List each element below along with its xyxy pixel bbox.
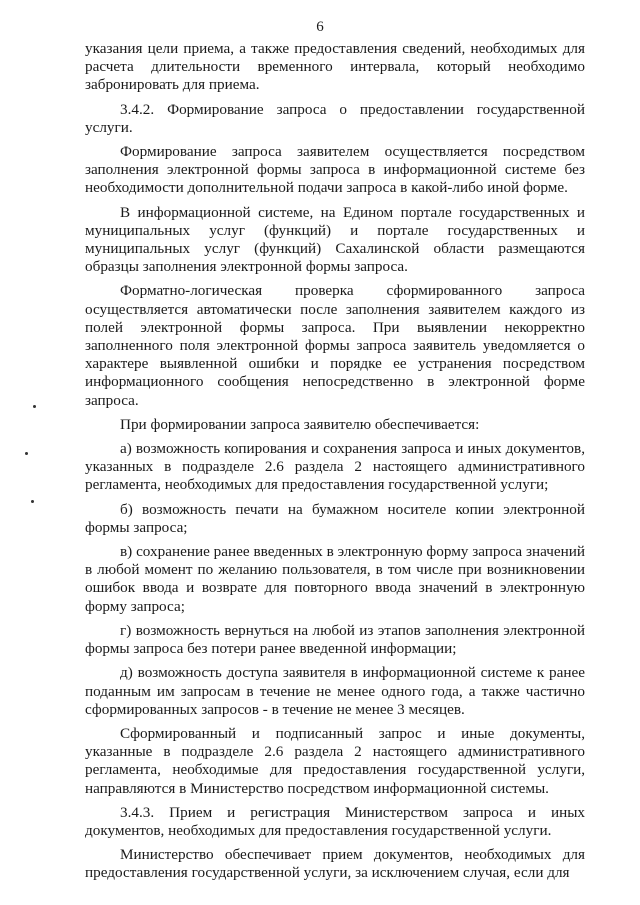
list-item: д) возможность доступа заявителя в информационной системе к ранее поданным им запросам в течение не менее одного года, а также частично сформированных запросов - в течение не менее 3 месяцев. <box>85 664 585 718</box>
list-item: в) сохранение ранее введенных в электронную форму запроса значений в любой момент по желанию пользователя, в том числе при возникновении ошибок ввода и возврате для повторного ввода значений в электронную форму запроса; <box>85 543 585 615</box>
paragraph: Сформированный и подписанный запрос и иные документы, указанные в подразделе 2.6 раздела 2 настоящего административного регламента, необходимые для предоставления государственной услуги, направляются в Министерство посредством информационной системы. <box>85 724 585 797</box>
list-item: б) возможность печати на бумажном носителе копии электронной формы запроса; <box>85 500 585 536</box>
margin-mark <box>25 452 28 455</box>
margin-mark <box>31 500 34 503</box>
paragraph: В информационной системе, на Едином портале государственных и муниципальных услуг (функций) и портале государственных и муниципальных услуг (функций) Сахалинской области размещаются образцы заполнения электронной формы запроса. <box>85 203 585 276</box>
paragraph: Форматно-логическая проверка сформированного запроса осуществляется автоматически после заполнения заявителем каждого из полей электронной формы запроса. При выявлении некорректно заполненного поля электронной формы запроса заявитель уведомляется о характере выявленной ошибки и порядке ее устранения посредством информационного сообщения непосредственно в электронной форме запроса. <box>85 282 585 409</box>
document-body <box>85 40 585 889</box>
paragraph: указания цели приема, а также предоставления сведений, необходимых для расчета длительности временного интервала, который необходимо забронировать для приема. <box>85 40 585 94</box>
margin-mark <box>33 405 36 408</box>
section-heading: 3.4.2. Формирование запроса о предоставлении государственной услуги. <box>85 100 585 136</box>
paragraph: Министерство обеспечивает прием документов, необходимых для предоставления государственной услуги, за исключением случая, если для <box>85 846 585 882</box>
paragraph: При формировании запроса заявителю обеспечивается: <box>120 415 480 433</box>
list-item: а) возможность копирования и сохранения запроса и иных документов, указанных в подразделе 2.6 раздела 2 настоящего административного регламента, необходимых для предоставления государственной услуги; <box>85 440 585 494</box>
paragraph: Формирование запроса заявителем осуществляется посредством заполнения электронной формы запроса в информационной системе без необходимости дополнительной подачи запроса в какой-либо иной форме. <box>85 143 585 197</box>
section-heading: 3.4.3. Прием и регистрация Министерством запроса и иных документов, необходимых для предоставления государственной услуги. <box>85 803 585 839</box>
list-item: г) возможность вернуться на любой из этапов заполнения электронной формы запроса без потери ранее введенной информации; <box>85 621 585 658</box>
page-number: 6 <box>316 19 324 35</box>
